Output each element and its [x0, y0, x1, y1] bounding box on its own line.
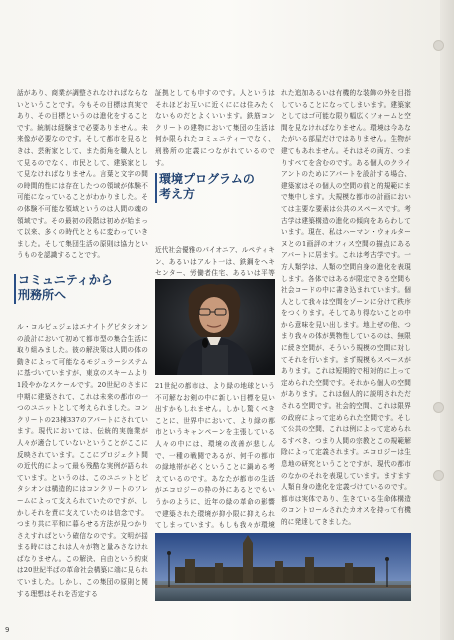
paragraph: 話があり、商業が調整されなければならないということです。今もその目標は真実であり、その目標というのは進化をすることです。統制は経験まで必要ありません。未来像が必要なのです。そして都市を見るときは、芸術家として、また街角を職人として見るのでなく、市民として、建築家として見なければなりません。言葉と文字の間の時間的性には存在したつの領域が体験不可能になっていることがわかりました。その体験不可能な領域というのは人間の魂の領域です。その最初の段階は初めが始まって以来、多くの時代とともに変わっていきました。そして集団生活の原則は協力というものを認識することです。 — [17, 89, 148, 260]
city-skyline-illustration — [155, 533, 411, 601]
paragraph: 21世紀の都市は、より緑の地球という不可解なお剣の中に新しい目標を見い出すかもしれません。しかし驚くべきことに、世界中において、より緑の都市というキャンペーンを主張している人々の中には、環境の改善が悲しんで、一種の戦闘であるが、何千の都市の緑地帯が必くということに鍋める考えているのです。あなたが都市の生活がエコロジーの枠の外にあるとでもいうかのように、近年の緑の革命の影響で建築された環境が抑小限に抑えられてしまっています。もしも我々が環境 — [155, 382, 275, 530]
speaker-photo — [155, 279, 275, 375]
heading-line: コミュニティから — [18, 273, 113, 287]
heading-accent-bar — [155, 173, 157, 203]
column-2-top-text — [155, 88, 275, 169]
heading-line: 刑務所へ — [18, 288, 67, 302]
binder-hole — [433, 470, 444, 481]
paragraph: 証拠としても申すのです。人というはそれほどお互いに近くにには住みたくないものだとよくいいます。鉄筋コンクリートの建物において集団の生活は何か限られたコミュニティーでなく、刑務所の定義につながれているのです。 — [155, 89, 275, 167]
paragraph: れた追加あるいは有機的な装飾の外を目指していることになってしまいます。建築家としてはゴ可能な限り幅広くフォームと空間を見なければなりません。環境は今あなたがいる部屋だけではありません。生物が建てもあれません。それはその両方、つまりすべてを含むのです。ある個人のクライアントのためにアパートを設計する場合、建築家はその個人の空間の前と的規範にまで集中します。大規模な都市の計画においては主要な要素は公共のスペースです。考古学は建築構造の進化の傾向をあらわしています。現在、私はハーマン・ウォルターヌとの1画評のオフィス空間の描点にあるアパートに居ます。これは考古学です。一方人類学は、人類の空間自身の進化を表現します。各体ではあるが限定できる空間も社会コードの中に書き込まれています。個人として我々は空間をゾーンに分けて秩序をつくります。そしてあり得ないことの中から意味を見い出します。地上ぜの他、つまり我々の体が異物性しているのは、無限に続き空間が、そういう規模の空間に対してそれを行います。まず規模もスペースがあります。これは短期的で相対的に上って定められた空間です。それから個人の空間があります。これは個人的に説明されただされる空間です。社会的空間、これは限界の政府によって定められた空間です。そして公共の空間、これは例によって定められるすべき、つまり人間の宗教とこの規範解除によって定義されます。エコロジーは生息地の研究ということですが、現代の都市のなかのそれを表現しています。ますます人類自身の進化を定義づけているのです。都市は実体であり、生きている生命体構造のコントロールされたカオスを持って有機的に発達してきました。 — [281, 89, 411, 526]
column-1-bottom-text — [17, 322, 148, 600]
binder-hole — [433, 402, 444, 413]
column-1-top-text — [17, 88, 148, 262]
column-2-bottom-text — [155, 381, 275, 555]
parliament-river-photo — [155, 533, 411, 601]
heading-line: 考え方 — [159, 187, 196, 201]
paragraph: ル・コルビュジェはエナイトグピタシオンの設計において初めて都市型の集合生活に取り組みました。彼の解決策は人間の体の動きによって可能なるモジュラーシステムに基づいていますが、東京のスキームより1段やかなスケールです。20世紀のさまに中期に建築されて、これは未来の都市の一つのユニットとして考えられました。コンクリートの23棟337のアパートにされています。現代においては、伝統的実施業が人々が適合していないということがここに反映されています。ここにプロジェクト間の近代的によって最も残酷な実例が語られています。というのは、このユニットとピタシオンは構造的にはコンクリートのフレームによって支えられていたのですが、しかしそれを責に支えていたのは信念です。つまり共に平和に暮らせる方法が見つかりさえすればという確信なのです。文明が揺まる時にはこれは人々が物と量みさなければなりません。この解決、自由という約束は20世紀半ばの革命社会構築に端に見られていました。しかし、この集団の原則と関する理想はそれを否定する — [17, 323, 148, 598]
heading-line: 環境プログラムの — [159, 172, 255, 186]
paragraph: 近代社会優雅のパイオニア、ルペティキン、あるいはアルト一は、鉄鋼をへキセンター、労働者住宅、あるいは平等 — [155, 246, 275, 278]
page-edge-shadow — [440, 0, 454, 640]
page-number: 9 — [5, 626, 10, 634]
heading-environment-program — [159, 172, 255, 202]
binder-hole — [433, 40, 444, 51]
heading-accent-bar — [14, 274, 16, 304]
speaker-photo-illustration — [155, 279, 275, 375]
column-3-text — [281, 88, 411, 529]
heading-community-to-prison — [18, 273, 113, 303]
